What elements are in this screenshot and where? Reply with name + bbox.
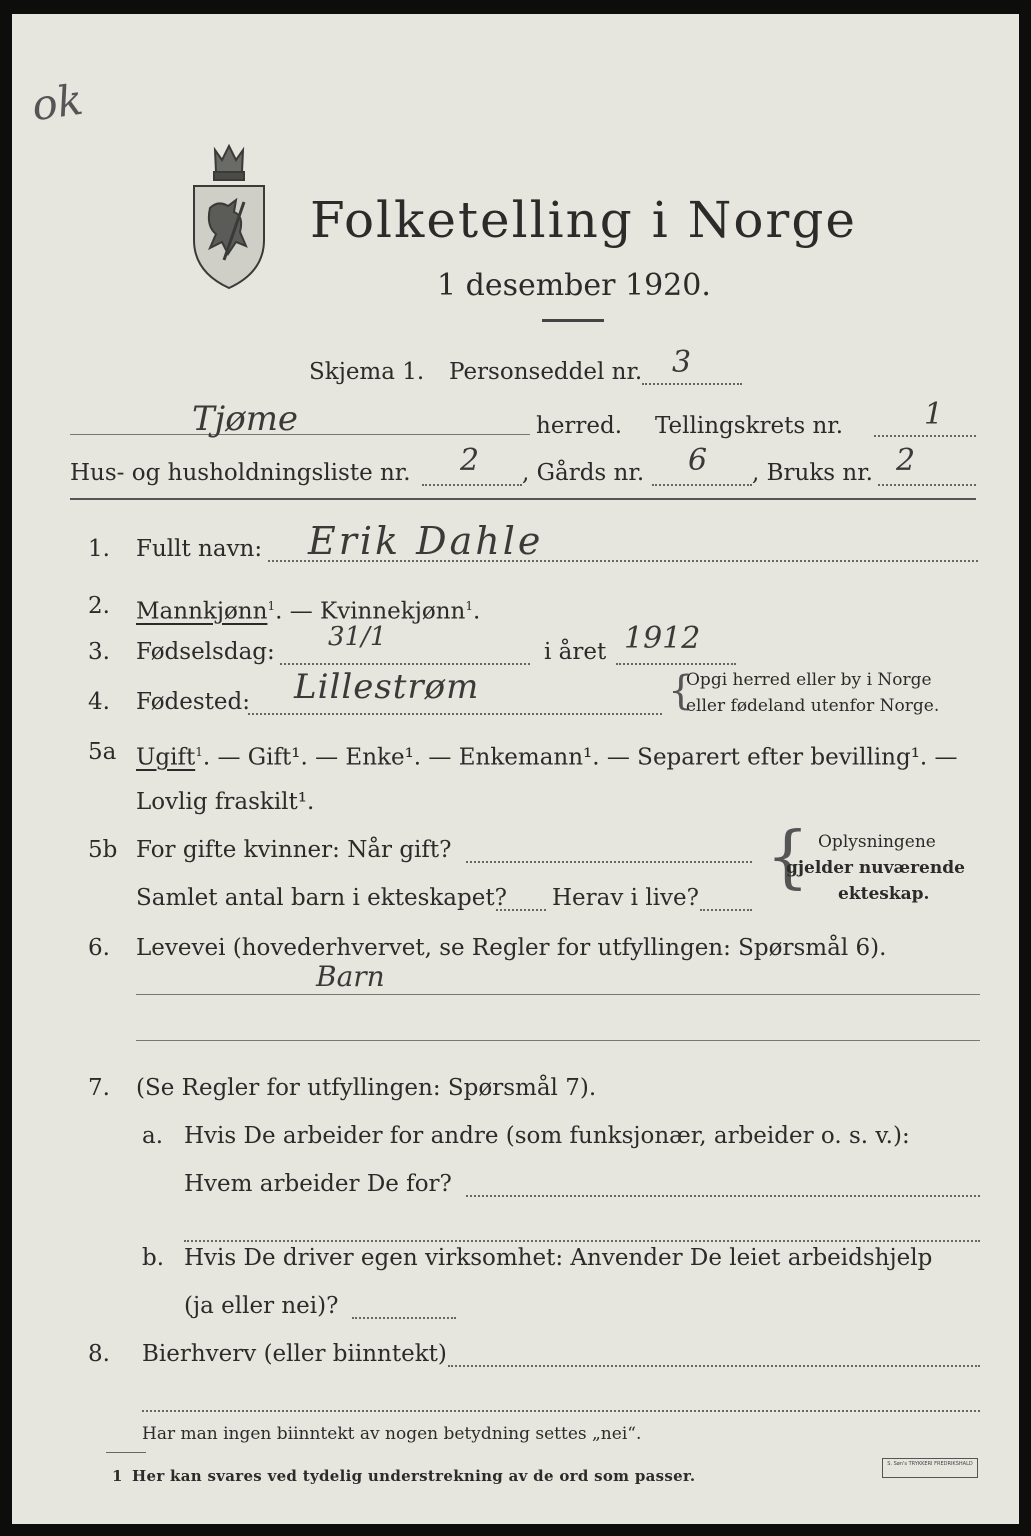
q3-year-label: i året (544, 639, 607, 665)
q3-line (280, 663, 530, 665)
herred-label: herred. (536, 413, 623, 439)
q5b-label1: For gifte kvinner: Når gift? (136, 837, 452, 863)
bruks-label: , Bruks nr. (752, 460, 873, 486)
q4-brace: { (668, 668, 694, 714)
q5b-brace: { (766, 818, 810, 897)
footnote-mark: 1 (112, 1467, 123, 1485)
herred-line (70, 434, 530, 435)
q6-number: 6. (88, 935, 110, 961)
q6-value: Barn (316, 960, 385, 993)
q8-label: Bierhverv (eller biinntekt) (142, 1341, 447, 1367)
bruks-line (878, 484, 976, 486)
household-value: 2 (460, 443, 480, 478)
margin-note: ok (28, 74, 86, 131)
q5a-line2: Lovlig fraskilt¹. (136, 789, 315, 815)
q7b-letter: b. (142, 1245, 165, 1271)
tellingskrets-line (874, 435, 976, 437)
personseddel-value: 3 (672, 345, 692, 380)
q6-line2 (136, 1040, 980, 1041)
q5a-ugift-option: Ugift (136, 744, 196, 771)
bottom-note: Har man ingen biinntekt av nogen betydning settes „nei“. (142, 1424, 642, 1444)
q5a-options: Ugift$^1$. — Gift¹. — Enke¹. — Enkemann¹. — Separert efter bevilling¹. — (136, 744, 958, 771)
q4-note-line1: Opgi herred eller by i Norge (686, 670, 932, 690)
gards-line (652, 484, 752, 486)
q5b-note1: Oplysningene (818, 832, 936, 852)
q4-value: Lillestrøm (294, 667, 480, 707)
q8-line2 (142, 1410, 980, 1412)
q7b-text: Hvis De driver egen virksomhet: Anvender De leiet arbeidshjelp (184, 1245, 933, 1271)
q5a-other-options: . — Gift¹. — Enke¹. — Enkemann¹. — Separert efter bevilling¹. — (202, 744, 958, 771)
q1-label: Fullt navn: (136, 536, 263, 562)
census-date: 1 desember 1920. (437, 268, 711, 303)
personseddel-label: Personseddel nr. (449, 359, 643, 385)
title-divider (542, 319, 604, 322)
q5b-line2 (496, 909, 546, 911)
header-divider (70, 498, 976, 500)
q7-number: 7. (88, 1075, 110, 1101)
personseddel-line (642, 383, 742, 385)
footnote-divider (106, 1452, 146, 1453)
q5b-label2: Samlet antal barn i ekteskapet? (136, 885, 507, 911)
q1-value: Erik Dahle (308, 519, 544, 563)
q3-label: Fødselsdag: (136, 639, 275, 665)
q4-label: Fødested: (136, 689, 251, 715)
census-form-page (12, 14, 1019, 1524)
schema-label: Skjema 1. (309, 359, 425, 385)
q3-year-value: 1912 (624, 621, 701, 656)
q4-line (248, 713, 662, 715)
q3-year-line (616, 663, 736, 665)
q7a-text: Hvis De arbeider for andre (som funksjonær, arbeider o. s. v.): (184, 1123, 910, 1149)
q5b-line1 (466, 861, 752, 863)
footnote: Her kan svares ved tydelig understrekning av de ord som passer. (132, 1467, 696, 1485)
q5b-number: 5b (88, 837, 118, 863)
q7b-line (352, 1317, 456, 1319)
herred-value: Tjøme (192, 399, 299, 439)
tellingskrets-value: 1 (924, 397, 944, 432)
q4-number: 4. (88, 689, 110, 715)
q8-number: 8. (88, 1341, 110, 1367)
household-line (422, 484, 522, 486)
printer-stamp: S. Søn's TRYKKERI FREDRIKSHALD (882, 1458, 978, 1478)
q5a-number: 5a (88, 739, 117, 765)
q7a-line2 (184, 1240, 980, 1242)
form-title: Folketelling i Norge (310, 191, 857, 249)
q5b-note2: gjelder nuværende (786, 858, 965, 878)
bruks-value: 2 (896, 443, 916, 478)
q5b-note3: ekteskap. (838, 884, 930, 904)
q6-line1 (136, 994, 980, 995)
tellingskrets-label: Tellingskrets nr. (655, 413, 844, 439)
household-label: Hus- og husholdningsliste nr. (70, 460, 411, 486)
q7a-text2: Hvem arbeider De for? (184, 1171, 452, 1197)
q5b-line3 (700, 909, 752, 911)
q4-note-line2: eller fødeland utenfor Norge. (686, 696, 940, 716)
q3-number: 3. (88, 639, 110, 665)
q2-male-option: Mannkjønn (136, 598, 268, 625)
q6-label: Levevei (hovederhvervet, se Regler for utfyllingen: Spørsmål 6). (136, 935, 887, 961)
q3-value: 31/1 (328, 622, 387, 652)
gards-value: 6 (688, 443, 708, 478)
q8-line1 (448, 1365, 980, 1367)
norway-coat-of-arms-icon (188, 142, 270, 292)
q7a-letter: a. (142, 1123, 164, 1149)
q2-number: 2. (88, 593, 110, 619)
q5b-label3: Herav i live? (552, 885, 699, 911)
q1-number: 1. (88, 536, 110, 562)
q7-label: (Se Regler for utfyllingen: Spørsmål 7). (136, 1075, 597, 1101)
q2-female-option: . — Kvinnekjønn (275, 598, 466, 625)
q7a-line1 (466, 1195, 980, 1197)
gards-label: , Gårds nr. (522, 460, 645, 486)
q2-options: Mannkjønn$^1$. — Kvinnekjønn$^1$. (136, 598, 481, 625)
q7b-text2: (ja eller nei)? (184, 1293, 339, 1319)
